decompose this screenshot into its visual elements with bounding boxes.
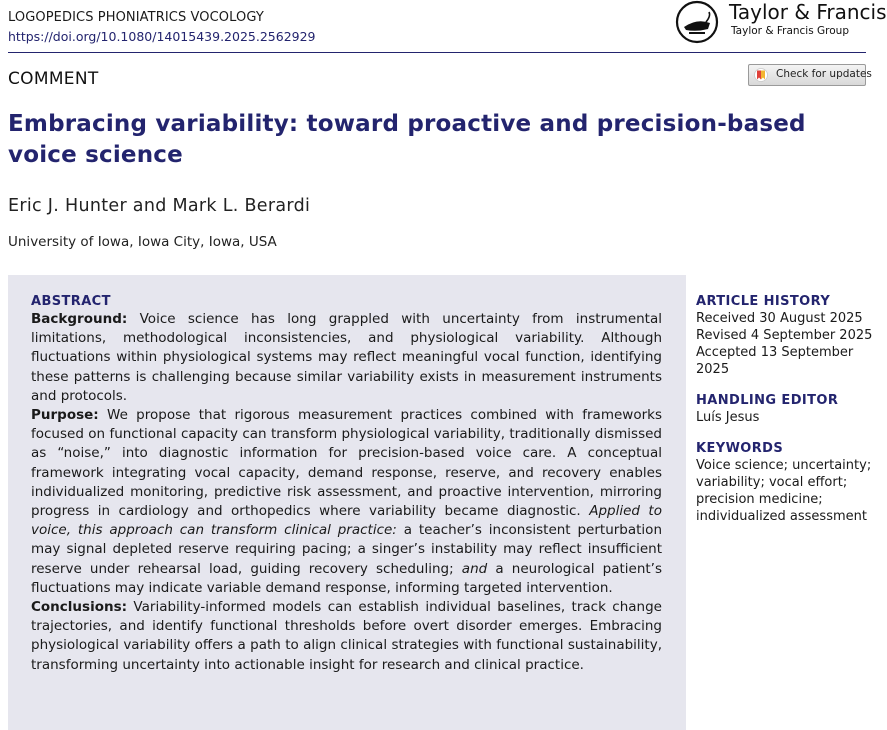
authors: Eric J. Hunter and Mark L. Berardi (8, 196, 311, 216)
accepted-date: Accepted 13 September 2025 (696, 345, 854, 377)
check-for-updates-button[interactable] (748, 64, 872, 86)
conclusions-label: Conclusions: (31, 599, 128, 616)
keywords (696, 440, 876, 525)
handling-editor-heading: HANDLING EDITOR (696, 393, 839, 408)
article-type: COMMENT (8, 69, 99, 89)
publisher-lamp-icon (675, 0, 721, 44)
abstract-background (31, 310, 662, 406)
article-history-heading: ARTICLE HISTORY (696, 294, 831, 309)
abstract-heading: ABSTRACT (31, 294, 111, 309)
background-label: Background: (31, 311, 128, 327)
abstract-box (8, 275, 686, 730)
handling-editor (696, 392, 876, 426)
conclusions-text: Variability-informed models can establish individual baselines, track change trajectories, and identify functional thresholds before overt disorder emerges. Embracing physiological variability offers a path to align clinical strategies with functional sustainability, transforming uncertainty into actionable insight for research and clinical practice. (31, 599, 662, 673)
crossmark-icon (754, 68, 768, 82)
revised-date: Revised 4 September 2025 (696, 328, 873, 343)
article-title: Embracing variability: toward proactive and precision-based voice science (8, 111, 806, 168)
purpose-text-1: We propose that rigorous measurement practices combined with frameworks focused on functional capacity can transform physiological variability, traditionally dismissed as “noise,” into diagnostic information for precision-based voice care. A conceptual framework integrating vocal capacity, demand response, reserve, and recovery enables individualized monitoring, predictive risk assessment, and proactive intervention, mirroring progress in cardiology and orthopedics where variability became diagnostic. (31, 407, 662, 520)
header-rule (8, 52, 866, 53)
publisher-name: Taylor & Francis (729, 0, 887, 24)
keywords-heading: KEYWORDS (696, 441, 784, 456)
purpose-label: Purpose: (31, 407, 99, 424)
abstract-purpose (31, 406, 662, 598)
handling-editor-name: Luís Jesus (696, 410, 760, 425)
doi-link[interactable]: https://doi.org/10.1080/14015439.2025.2562929 (8, 29, 316, 44)
keywords-list: Voice science; uncertainty; variability; vocal effort; precision medicine; individualized assessment (696, 458, 872, 524)
article-history (696, 293, 876, 378)
purpose-italic-2: and (461, 560, 488, 577)
publisher-logo-block (675, 0, 887, 44)
abstract-conclusions (31, 598, 662, 675)
article-sidebar (696, 293, 876, 539)
check-for-updates-label: Check for updates (776, 68, 872, 80)
publisher-group: Taylor & Francis Group (731, 25, 849, 37)
background-text: Voice science has long grappled with uncertainty from instrumental limitations, methodological inconsistencies, and physiological variability. Although fluctuations within physiological systems may reflect meaningful vocal function, identifying these patterns is challenging because similar variability exists in measurement instruments and protocols. (31, 311, 662, 404)
purpose-text-3: a neurological patient’s fluctuations may indicate variable demand response, informing targeted intervention. (31, 560, 662, 596)
journal-name: LOGOPEDICS PHONIATRICS VOCOLOGY (8, 10, 264, 25)
purpose-italic-1: Applied to voice, this approach can transform clinical practice: (31, 503, 662, 539)
purpose-text-2: a teacher’s inconsistent perturbation may signal depleted reserve requiring pacing; a singer’s instability may reflect insufficient reserve under rehearsal load, guiding recovery scheduling; (31, 522, 662, 577)
received-date: Received 30 August 2025 (696, 311, 863, 326)
affiliation: University of Iowa, Iowa City, Iowa, USA (8, 234, 277, 250)
